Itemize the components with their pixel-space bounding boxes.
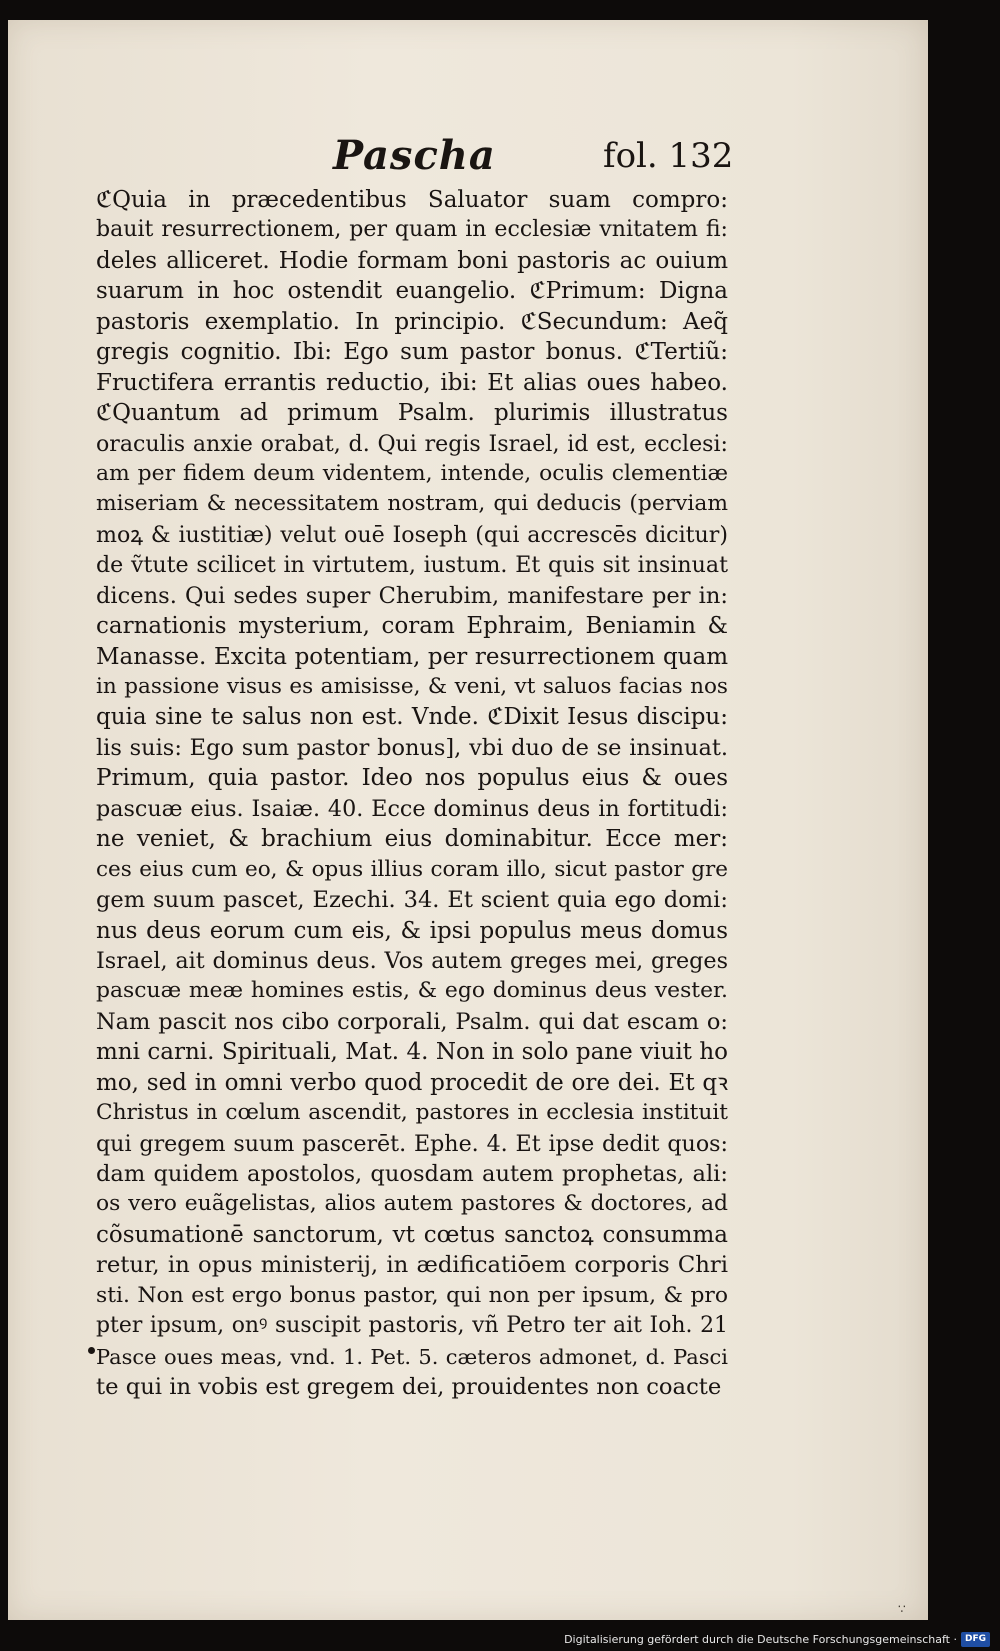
text-line: cõsumationē sanctorum, vt cœtus sanctoꝝ consumma: [96, 1221, 728, 1248]
text-line: oraculis anxie orabat, d. Qui regis Israel, id est, ecclesi:: [96, 430, 728, 457]
text-line: qui gregem suum pascerēt. Ephe. 4. Et ipse dedit quos:: [96, 1130, 728, 1157]
digitization-footer: [564, 1629, 990, 1649]
text-line: pter ipsum, onꝰ suscipit pastoris, vñ Petro ter ait Ioh. 21: [96, 1313, 728, 1339]
text-line: ℭQuantum ad primum Psalm. plurimis illustratus: [96, 400, 728, 427]
text-line: miseriam & necessitatem nostram, qui deducis (perviam: [96, 491, 728, 517]
text-line: Fructifera errantis reductio, ibi: Et alias oues habeo.: [96, 369, 728, 396]
body-text: [96, 185, 728, 1403]
text-line: os vero euãgelistas, alios autem pastores & doctores, ad: [96, 1191, 728, 1217]
text-line: Christus in cœlum ascendit, pastores in ecclesia instituit: [96, 1100, 728, 1126]
footer-credit: Digitalisierung gefördert durch die Deutsche Forschungsgemeinschaft ·: [564, 1632, 957, 1646]
text-line: suarum in hoc ostendit euangelio. ℭPrimum: Digna: [96, 278, 728, 305]
text-line: pascuæ eius. Isaiæ. 40. Ecce dominus deus in fortitudi:: [96, 795, 728, 822]
text-line: lis suis: Ego sum pastor bonus], vbi duo de se insinuat.: [96, 734, 728, 761]
ink-dot: [88, 1347, 95, 1354]
text-line: Primum, quia pastor. Ideo nos populus eius & oues: [96, 765, 728, 792]
book-page: [8, 20, 928, 1620]
text-line: mni carni. Spirituali, Mat. 4. Non in solo pane viuit ho: [96, 1039, 728, 1066]
text-line: pascuæ meæ homines estis, & ego dominus deus vester.: [96, 978, 728, 1004]
folio-number: fol. 132: [603, 136, 734, 176]
text-line: Pasce oues meas, vnd. 1. Pet. 5. cæteros admonet, d. Pasci: [96, 1344, 728, 1369]
text-line: sti. Non est ergo bonus pastor, qui non per ipsum, & pro: [96, 1282, 728, 1308]
text-line: ne veniet, & brachium eius dominabitur. Ecce mer:: [96, 826, 728, 853]
text-line: dicens. Qui sedes super Cherubim, manifestare per in:: [96, 582, 728, 609]
text-line: pastoris exemplatio. In principio. ℭSecundum: Aeq̃: [96, 308, 728, 335]
text-line: Nam pascit nos cibo corporali, Psalm. qui dat escam o:: [96, 1008, 728, 1035]
text-line: quia sine te salus non est. Vnde. ℭDixit Iesus discipu:: [96, 704, 728, 731]
text-line: gem suum pascet, Ezechi. 34. Et scient quia ego domi:: [96, 887, 728, 914]
text-line: am per fidem deum videntem, intende, oculis clementiæ: [96, 460, 728, 486]
page-header: [8, 112, 928, 179]
text-line: ces eius cum eo, & opus illius coram illo, sicut pastor gre: [96, 856, 728, 882]
text-line: te qui in vobis est gregem dei, prouidentes non coacte: [96, 1374, 722, 1401]
text-line: Israel, ait dominus deus. Vos autem greges mei, greges: [96, 947, 728, 974]
text-line: nus deus eorum cum eis, & ipsi populus meus domus: [96, 917, 728, 944]
text-line: gregis cognitio. Ibi: Ego sum pastor bonus. ℭTertiũ:: [96, 339, 728, 366]
text-line: carnationis mysterium, coram Ephraim, Beniamin &: [96, 613, 728, 640]
text-line: in passione visus es amisisse, & veni, vt saluos facias nos: [96, 674, 728, 699]
text-line: mo, sed in omni verbo quod procedit de ore dei. Et qꝛ: [96, 1069, 728, 1096]
text-line: dam quidem apostolos, quosdam autem prophetas, ali:: [96, 1161, 728, 1187]
text-line: moꝝ & iustitiæ) velut ouē Ioseph (qui accrescēs dicitur): [96, 521, 728, 548]
text-line: bauit resurrectionem, per quam in ecclesiæ vnitatem fi:: [96, 217, 728, 243]
text-line: retur, in opus ministerij, in ædificatiōem corporis Chri: [96, 1252, 728, 1279]
text-line: Manasse. Excita potentiam, per resurrectionem quam: [96, 643, 728, 670]
text-line: deles alliceret. Hodie formam boni pastoris ac ouium: [96, 247, 728, 274]
text-line: ℭQuia in præcedentibus Saluator suam compro:: [96, 187, 728, 213]
running-head: Pascha: [333, 132, 496, 179]
corner-mark: ∵: [898, 1602, 906, 1616]
dfg-logo-icon: DFG: [961, 1632, 990, 1647]
text-line: de ṽtute scilicet in virtutem, iustum. Et quis sit insinuat: [96, 552, 728, 579]
